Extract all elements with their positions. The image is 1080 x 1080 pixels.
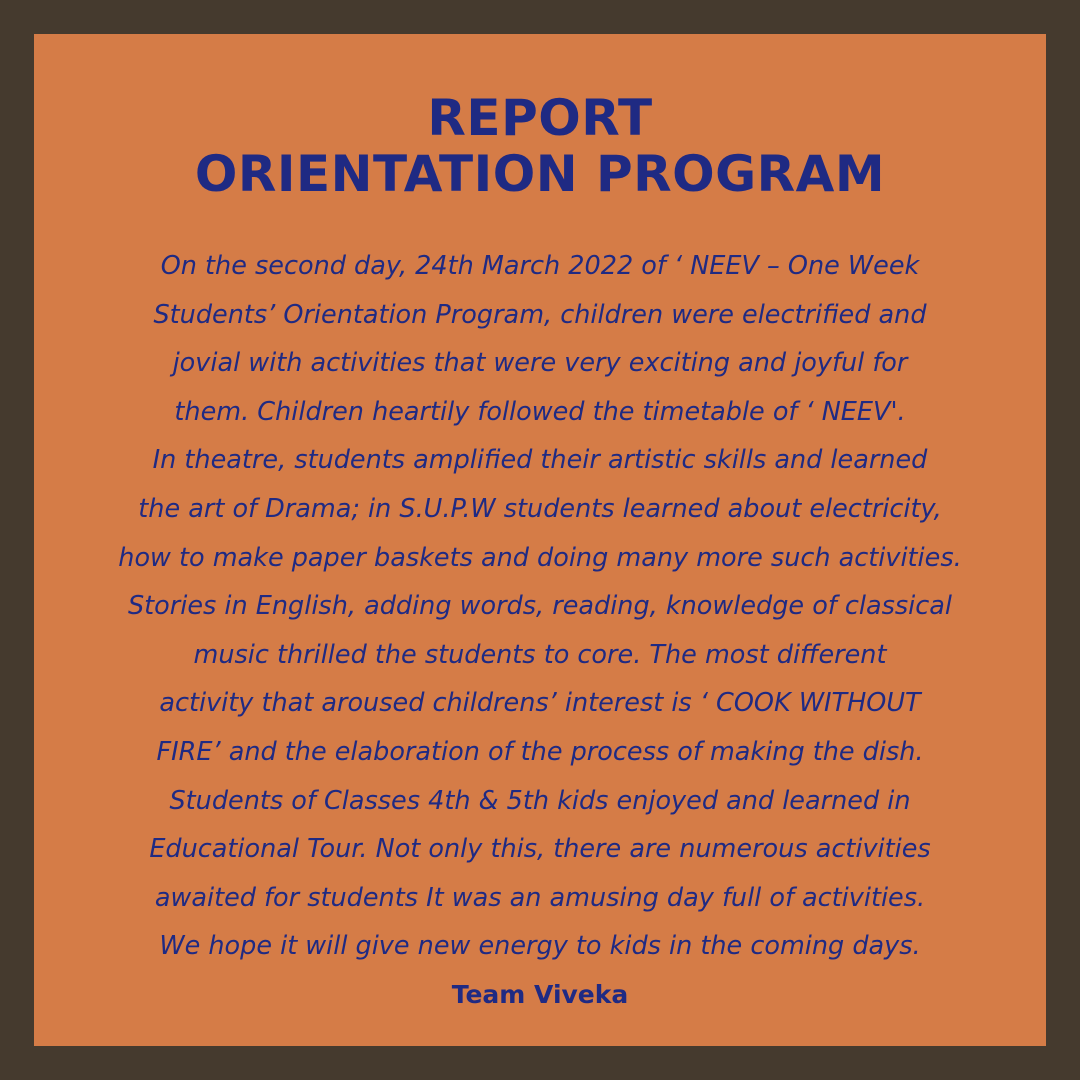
body-line: the art of Drama; in S.U.P.W students learned about electricity, — [138, 493, 942, 524]
report-panel — [34, 34, 1046, 1046]
body-line: activity that aroused childrens’ interest is ‘ COOK WITHOUT — [159, 688, 921, 719]
report-title — [48, 90, 1032, 202]
body-line: them. Children heartily followed the timetable of ‘ NEEV'. — [174, 396, 906, 427]
body-line: music thrilled the students to core. The most different — [193, 639, 887, 670]
title-line-report: REPORT — [427, 89, 653, 147]
body-line: In theatre, students amplified their artistic skills and learned — [152, 445, 928, 476]
title-line-orientation-program: ORIENTATION PROGRAM — [194, 145, 886, 203]
report-body — [48, 242, 1032, 1020]
body-line: On the second day, 24th March 2022 of ‘ NEEV – One Week — [160, 251, 920, 281]
body-line: awaited for students It was an amusing day full of activities. — [154, 882, 926, 913]
body-line: FIRE’ and the elaboration of the process of making the dish. — [156, 736, 924, 767]
body-line: Stories in English, adding words, reading, knowledge of classical — [128, 591, 952, 622]
body-line: Students’ Orientation Program, children were electrified and — [153, 299, 927, 330]
body-line: We hope it will give new energy to kids in the coming days. — [159, 931, 921, 962]
signature: Team Viveka — [451, 979, 629, 1009]
body-line: how to make paper baskets and doing many more such activities. — [118, 542, 962, 573]
body-line: Students of Classes 4th & 5th kids enjoyed and learned in — [169, 785, 911, 816]
body-line: Educational Tour. Not only this, there are numerous activities — [149, 834, 931, 865]
body-line: jovial with activities that were very exciting and joyful for — [172, 348, 908, 379]
